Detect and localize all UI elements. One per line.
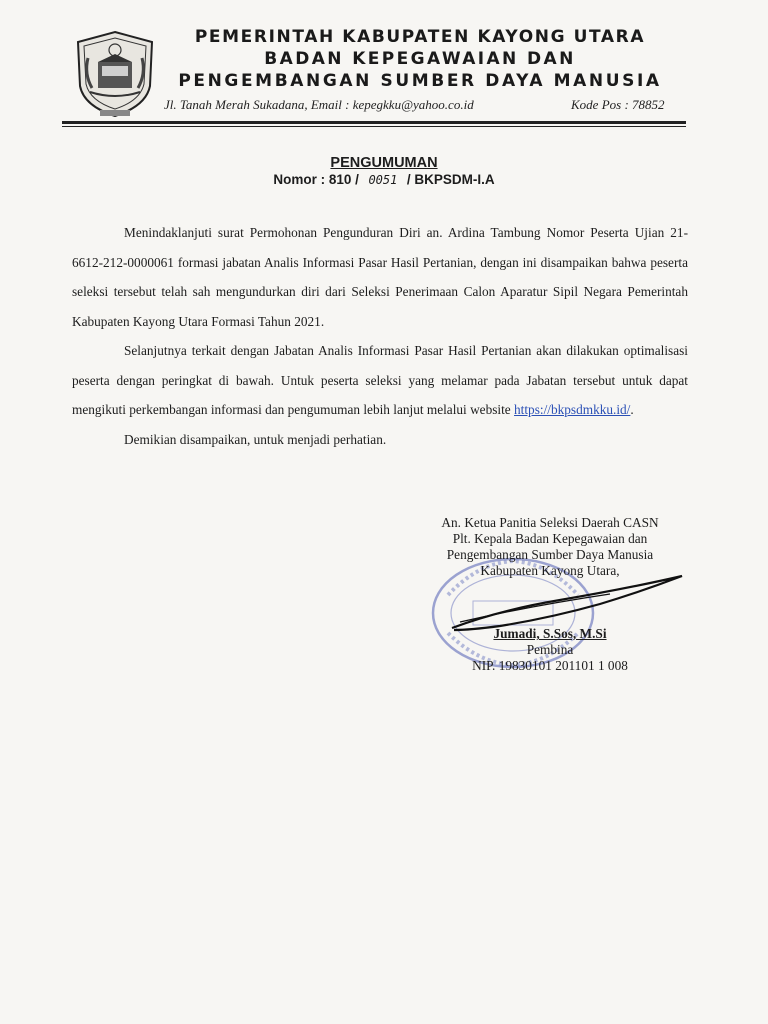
letterhead-divider-thick (62, 121, 686, 124)
document-body (72, 218, 688, 454)
letterhead-postal-code: Kode Pos : 78852 (571, 97, 665, 112)
document-number (0, 172, 768, 187)
signature-line-1: An. Ketua Panitia Seleksi Daerah CASN (441, 515, 659, 530)
document-number-handwritten: 0051 (368, 173, 398, 187)
signatory-name: Jumadi, S.Sos, M.Si (493, 626, 607, 641)
document-title: PENGUMUMAN (330, 155, 438, 171)
letterhead (160, 26, 680, 92)
document-number-prefix: Nomor : 810 / (273, 172, 359, 187)
letterhead-divider-thin (62, 126, 686, 127)
letterhead-address-row (164, 97, 684, 113)
signatory-rank: Pembina (526, 642, 574, 657)
signature-line-3: Pengembangan Sumber Daya Manusia (446, 547, 654, 562)
document-number-suffix: / BKPSDM-I.A (406, 172, 495, 187)
body-paragraph-1: Menindaklanjuti surat Permohonan Pengunduran Diri an. Ardina Tambung Nomor Peserta Ujian 21-6612-212-0000061 formasi jabatan Analis Informasi Pasar Hasil Pertanian, dengan ini disampaikan bahwa peserta seleksi tersebut telah sah mengundurkan diri dari Seleksi Penerimaan Calon Aparatur Sipil Negara Pemerintah Kabupaten Kayong Utara Formasi Tahun 2021. (72, 225, 688, 329)
handwritten-signature-icon (440, 570, 690, 640)
signature-line-2: Plt. Kepala Badan Kepegawaian dan (452, 531, 648, 546)
letterhead-address: Jl. Tanah Merah Sukadana, Email : kepegkku@yahoo.co.id (164, 97, 474, 112)
signature-line-4: Kabupaten Kayong Utara, (480, 563, 620, 578)
regency-emblem-icon (70, 28, 160, 120)
letterhead-line-1: PEMERINTAH KABUPATEN KAYONG UTARA (194, 27, 646, 47)
letterhead-line-3: PENGEMBANGAN SUMBER DAYA MANUSIA (178, 71, 662, 91)
body-paragraph-2: Selanjutnya terkait dengan Jabatan Analis Informasi Pasar Hasil Pertanian akan dilakukan optimalisasi peserta dengan peringkat di bawah. Untuk peserta seleksi yang melamar pada Jabatan tersebut untuk dapat mengikuti perkembangan informasi dan pengumuman lebih lanjut melalui website https://bkpsdmkku.id/. (72, 343, 688, 417)
website-link[interactable]: https://bkpsdmkku.id/ (514, 402, 631, 417)
body-closing: Demikian disampaikan, untuk menjadi perhatian. (124, 431, 387, 447)
letterhead-line-2: BADAN KEPEGAWAIAN DAN (264, 49, 576, 69)
signatory-nip: NIP. 19830101 201101 1 008 (472, 658, 628, 673)
